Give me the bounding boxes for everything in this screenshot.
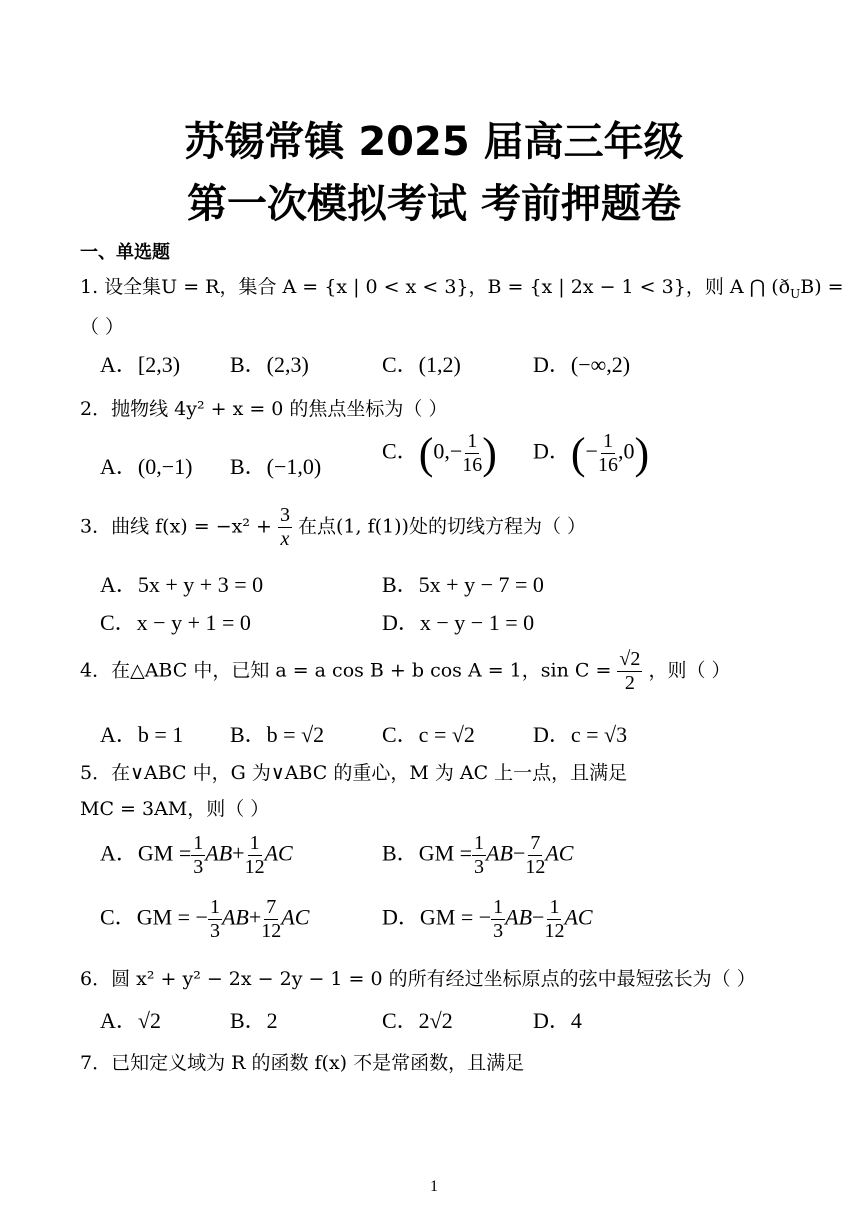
fraction-numerator: 1: [193, 832, 204, 854]
question-6-stem: 6．圆 x² + y² − 2x − 2y − 1 = 0 的所有经过坐标原点的弦中最短弦长为（ ）: [80, 968, 756, 990]
fraction-numerator: 1: [549, 896, 560, 918]
left-paren-icon: (: [418, 429, 434, 478]
question-2-option-c-pre: 0,−: [433, 438, 463, 464]
question-1-subscript: U: [790, 286, 801, 301]
fraction-numerator: 7: [266, 896, 277, 918]
fraction-denominator: 16: [462, 454, 483, 476]
question-3-option-a[interactable]: A．5x + y + 3 = 0: [100, 572, 264, 597]
page-title: 苏锡常镇 2025 届高三年级: [184, 119, 684, 165]
fraction-denominator: 3: [193, 856, 204, 878]
question-4-pre: 4．在△ABC 中，已知 a = a cos B + b cos A = 1，sin C =: [80, 659, 612, 682]
question-2-option-d-label: D．: [533, 438, 571, 464]
fraction-numerator: √2: [619, 648, 641, 670]
operator: +: [232, 840, 245, 866]
question-3-pre: 3．曲线 f(x) = −x² +: [80, 515, 272, 538]
operator: −: [512, 840, 526, 866]
question-2-option-d-post: ,0: [617, 438, 635, 464]
question-6-option-a[interactable]: A．√2: [100, 1008, 161, 1033]
vector-term: AB: [221, 904, 249, 930]
question-3-post: 在点(1, f(1))处的切线方程为（ ）: [298, 515, 586, 538]
question-1-text: 1. 设全集U = R，集合 A = {x | 0 < x < 3}，B = {x | 2x − 1 < 3}，则 A ⋂ (ð: [80, 276, 791, 298]
question-2-option-d[interactable]: [533, 428, 649, 479]
question-5-option-d[interactable]: [382, 896, 593, 943]
fraction-denominator: 12: [525, 856, 546, 878]
question-4-option-c[interactable]: C．c = √2: [382, 722, 475, 747]
fraction-numerator: 1: [493, 896, 504, 918]
fraction-numerator: 1: [602, 430, 613, 452]
question-3-stem: [80, 504, 586, 551]
vector-term: AC: [545, 840, 574, 866]
fraction-denominator: 3: [493, 920, 504, 942]
question-2-option-a[interactable]: A．(0,−1): [100, 454, 193, 479]
question-5-stem: 5．在∨ABC 中，G 为∨ABC 的重心，M 为 AC 上一点，且满足: [80, 762, 628, 784]
option-label: C．: [100, 904, 137, 930]
vector-lhs: GM =: [137, 840, 192, 866]
question-6-option-d[interactable]: D．4: [533, 1008, 582, 1033]
question-2-option-c[interactable]: [382, 428, 497, 479]
question-2-option-c-label: C．: [382, 438, 419, 464]
option-label: B．: [382, 840, 419, 866]
fraction-denominator: 12: [261, 920, 282, 942]
fraction-numerator: 1: [209, 896, 220, 918]
question-1-option-d[interactable]: D．(−∞,2): [533, 352, 631, 377]
fraction-denominator: 12: [244, 856, 265, 878]
question-1-option-a[interactable]: A．[2,3): [100, 352, 181, 377]
fraction-numerator: 1: [249, 832, 260, 854]
fraction-denominator: 16: [597, 454, 618, 476]
question-6-option-b[interactable]: B．2: [230, 1008, 278, 1033]
left-paren-icon: (: [570, 429, 586, 478]
question-5-stem-line2: MC = 3AM，则（ ）: [80, 798, 270, 820]
page-subtitle: 第一次模拟考试 考前押题卷: [187, 181, 681, 227]
question-1-option-b[interactable]: B．(2,3): [230, 352, 309, 377]
question-3-option-d[interactable]: D．x − y − 1 = 0: [382, 610, 535, 635]
question-1-text-end: B) =: [800, 276, 844, 298]
fraction-denominator: 2: [624, 672, 635, 694]
question-3-option-c[interactable]: C．x − y + 1 = 0: [100, 610, 251, 635]
fraction-denominator: 3: [474, 856, 485, 878]
operator: −: [532, 904, 545, 930]
vector-term: AB: [505, 904, 533, 930]
vector-term: AC: [564, 904, 593, 930]
question-4-stem: [80, 648, 731, 695]
question-5-option-c[interactable]: [100, 896, 309, 943]
vector-lhs: GM =: [418, 840, 473, 866]
question-1-stem: [80, 272, 844, 301]
question-5-option-a[interactable]: [100, 832, 293, 879]
vector-term: AC: [281, 904, 310, 930]
fraction-numerator: 1: [474, 832, 485, 854]
vector-lhs: GM = −: [136, 904, 208, 930]
question-4-option-a[interactable]: A．b = 1: [100, 722, 184, 747]
vector-term: AB: [486, 840, 513, 866]
question-4-option-d[interactable]: D．c = √3: [533, 722, 628, 747]
fraction-numerator: 7: [530, 832, 541, 854]
section-heading: 一、单选题: [80, 242, 170, 263]
question-5-option-b[interactable]: [382, 832, 573, 879]
question-7-stem: 7．已知定义域为 R 的函数 f(x) 不是常函数，且满足: [80, 1052, 525, 1074]
right-paren-icon: ): [482, 429, 497, 478]
question-4-option-b[interactable]: B．b = √2: [230, 722, 325, 747]
fraction-denominator: 12: [544, 920, 565, 942]
option-label: A．: [100, 840, 138, 866]
fraction-denominator: 3: [209, 920, 220, 942]
fraction-numerator: 1: [467, 430, 478, 452]
fraction-numerator: 3: [279, 504, 290, 526]
option-label: D．: [382, 904, 420, 930]
fraction-denominator: x: [280, 528, 290, 550]
right-paren-icon: ): [634, 429, 650, 478]
question-6-option-c[interactable]: C．2√2: [382, 1008, 453, 1033]
question-2-option-b[interactable]: B．(−1,0): [230, 454, 322, 479]
vector-lhs: GM = −: [419, 904, 492, 930]
question-4-post: ，则（ ）: [648, 659, 731, 682]
question-2-option-d-pre: −: [585, 438, 598, 464]
question-3-option-b[interactable]: B．5x + y − 7 = 0: [382, 572, 544, 597]
vector-term: AC: [264, 840, 293, 866]
question-2-stem: 2．抛物线 4y² + x = 0 的焦点坐标为（ ）: [80, 398, 448, 420]
vector-term: AB: [205, 840, 233, 866]
question-1-option-c[interactable]: C．(1,2): [382, 352, 461, 377]
page-number: 1: [430, 1178, 438, 1195]
operator: +: [248, 904, 262, 930]
question-1-blank: （ ）: [80, 316, 125, 338]
